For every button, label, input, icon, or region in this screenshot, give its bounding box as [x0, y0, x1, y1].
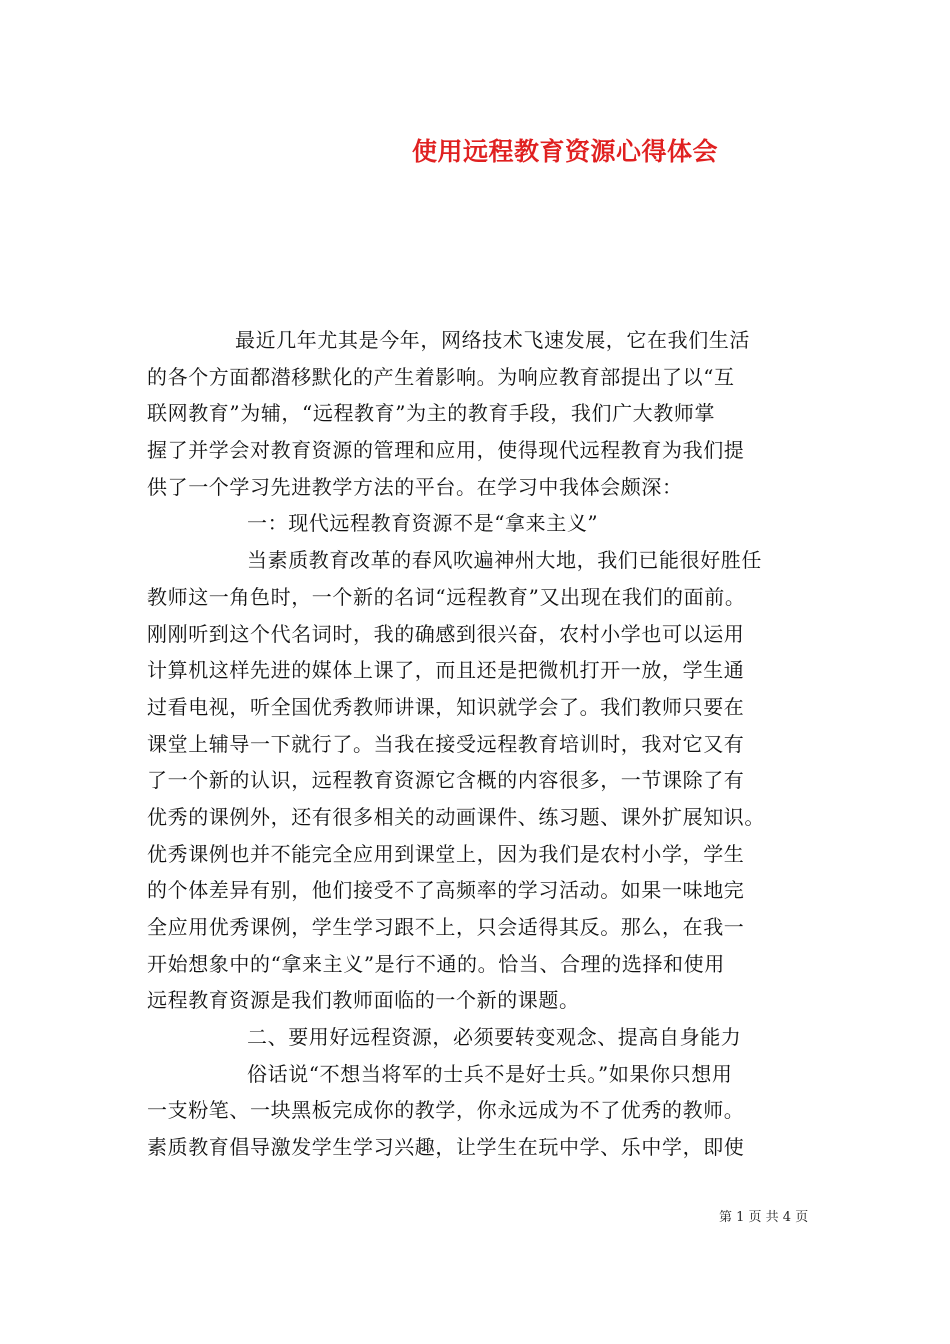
body-line: 远程教育资源是我们教师面临的一个新的课题。 — [147, 988, 580, 1013]
body-line: 刚刚听到这个代名词时，我的确感到很兴奋，农村小学也可以运用 — [147, 621, 745, 646]
body-line: 素质教育倡导激发学生学习兴趣，让学生在玩中学、乐中学，即使 — [147, 1135, 745, 1160]
body-line: 全应用优秀课例，学生学习跟不上，只会适得其反。那么，在我一 — [147, 915, 745, 939]
body-line: 过看电视，听全国优秀教师讲课，知识就学会了。我们教师只要在 — [147, 694, 745, 719]
body-line: 一支粉笔、一块黑板完成你的教学，你永远成为不了优秀的教师。 — [147, 1098, 745, 1123]
body-line: 计算机这样先进的媒体上课了，而且还是把微机打开一放，学生通 — [147, 658, 745, 683]
section-heading: 一：现代远程教育资源不是“拿来主义” — [247, 511, 599, 536]
body-line: 优秀的课例外，还有很多相关的动画课件、练习题、课外扩展知识。 — [147, 804, 765, 829]
body-line: 的个体差异有别，他们接受不了高频率的学习活动。如果一味地完 — [147, 878, 745, 903]
page-number-footer: 第 1 页 共 4 页 — [719, 1210, 809, 1225]
body-line: 供了一个学习先进教学方法的平台。在学习中我体会颇深： — [147, 474, 683, 499]
body-line: 教师这一角色时，一个新的名词“远程教育”又出现在我们的面前。 — [147, 584, 746, 609]
body-line: 优秀课例也并不能完全应用到课堂上，因为我们是农村小学，学生 — [147, 841, 745, 866]
body-line: 俗话说“不想当将军的士兵不是好士兵。”如果你只想用 — [247, 1061, 733, 1086]
body-line: 的各个方面都潜移默化的产生着影响。为响应教育部提出了以“互 — [147, 364, 735, 389]
body-line: 了一个新的认识，远程教育资源它含概的内容很多，一节课除了有 — [147, 768, 745, 793]
document-body — [147, 322, 819, 1166]
body-line: 当素质教育改革的春风吹遍神州大地，我们已能很好胜任 — [247, 548, 762, 573]
body-line: 开始想象中的“拿来主义”是行不通的。恰当、合理的选择和使用 — [147, 951, 725, 976]
body-line: 课堂上辅导一下就行了。当我在接受远程教育培训时，我对它又有 — [147, 731, 745, 756]
section-heading: 二、要用好远程资源，必须要转变观念、提高自身能力 — [247, 1025, 742, 1050]
body-line: 最近几年尤其是今年，网络技术飞速发展，它在我们生活 — [235, 328, 750, 352]
body-line: 握了并学会对教育资源的管理和应用，使得现代远程教育为我们提 — [147, 438, 745, 463]
document-title: 使用远程教育资源心得体会 — [412, 137, 719, 166]
body-line: 联网教育”为辅，“远程教育”为主的教育手段，我们广大教师掌 — [147, 401, 716, 426]
